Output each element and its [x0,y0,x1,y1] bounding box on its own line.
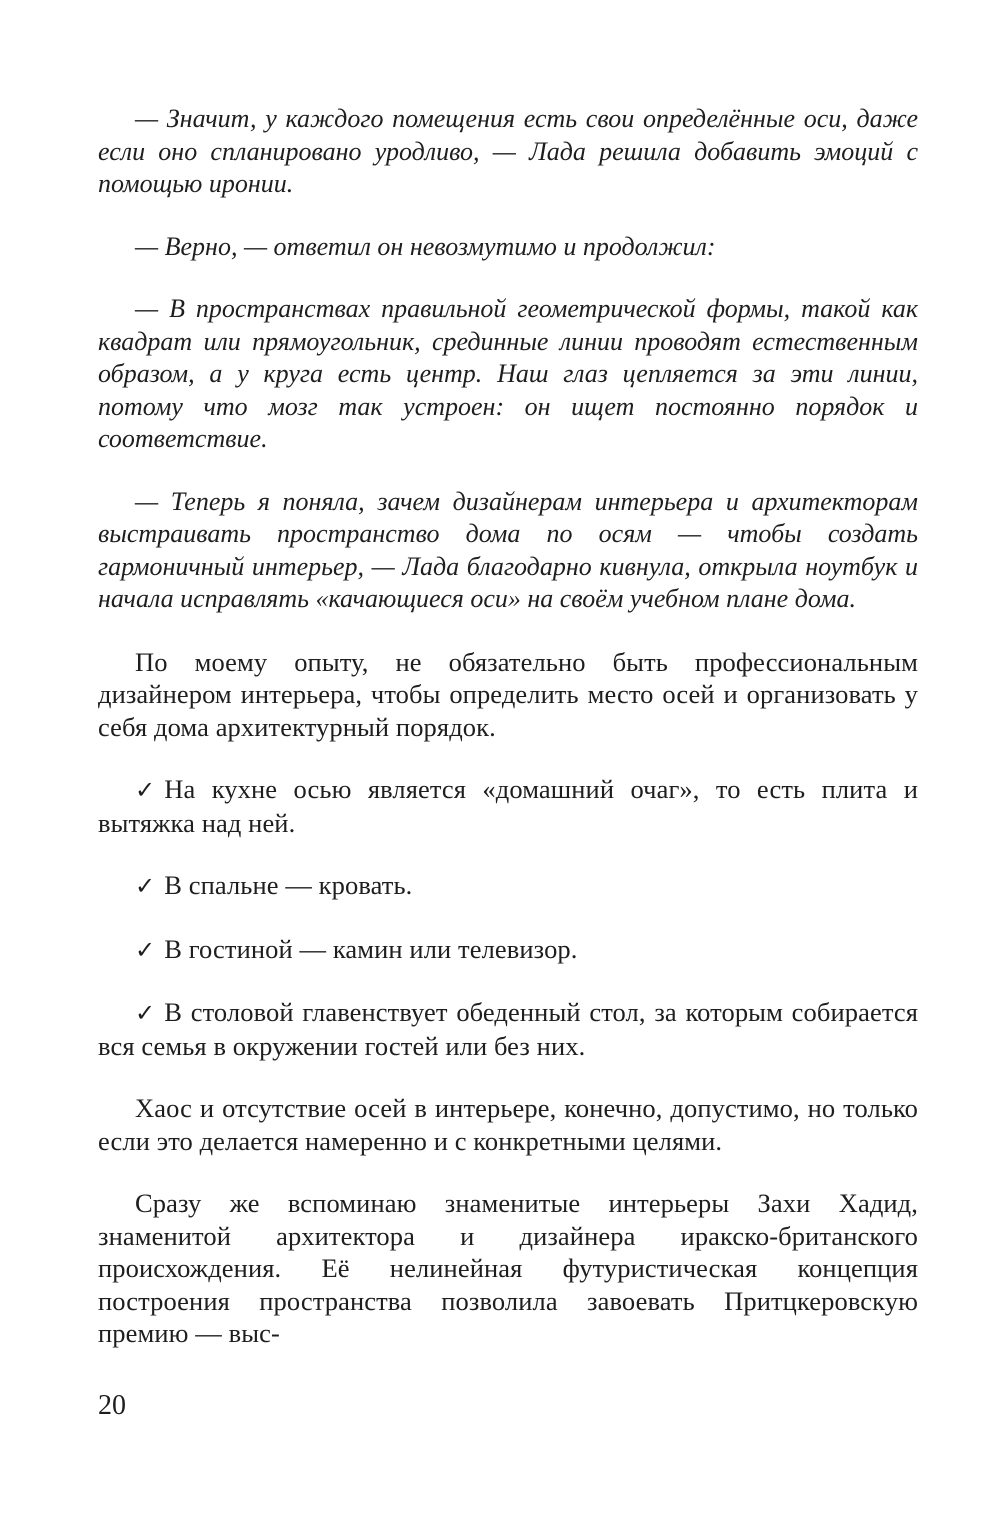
checkmark-icon: ✓ [135,935,156,964]
checkmark-icon: ✓ [135,999,156,1027]
dialogue-paragraph: — Верно, — ответил он невозмутимо и продолжил: [135,231,716,261]
checklist-item [98,869,918,903]
checklist-item-text: В гостиной — камин или телевизор. [164,933,578,964]
hadid-paragraph: Сразу же вспоминаю знаменитые интерьеры Захи Хадид, знаменитой архитектора и дизайнера иракско-британского происхождения. Её нелинейная футуристическая концепция построения пространства позволила завоевать Притцкеровскую премию — выс- [98,1188,918,1348]
checklist-item-text: На кухне осью является «домашний очаг», то есть плита и вытяжка над ней. [98,774,918,838]
chaos-paragraph: Хаос и отсутствие осей в интерьере, конечно, допустимо, но только если это делается намеренно и с конкретными целями. [98,1093,918,1156]
page-body [98,103,918,1380]
checkmark-icon: ✓ [135,872,156,900]
checklist-item [98,996,918,1062]
dialogue-paragraph: — Теперь я поняла, зачем дизайнерам интерьера и архитекторам выстраивать пространство дома по осям — чтобы создать гармоничный интерьер, — Лада благодарно кивнула, открыла ноутбук и начала исправлять «качающиеся оси» на своём учебном плане дома. [98,486,918,613]
intro-paragraph: По моему опыту, не обязательно быть профессиональным дизайнером интерьера, чтобы определить место осей и организовать у себя дома архитектурный порядок. [98,646,918,742]
dialogue-paragraph: — В пространствах правильной геометрической формы, такой как квадрат или прямоугольник, срединные линии проводят естественным образом, а у круга есть центр. Наш глаз цепляется за эти линии, потому что мозг так устроен: он ищет постоянно порядок и соответствие. [98,294,918,453]
checklist-item [98,773,918,839]
checklist-item [98,933,918,967]
checklist-item-text: В спальне — кровать. [164,870,413,900]
dialogue-paragraph: — Значит, у каждого помещения есть свои определённые оси, даже если оно спланировано уродливо, — Лада решила добавить эмоций с помощью иронии. [98,104,918,198]
checklist-item-text: В столовой главенствует обеденный стол, за которым собирается вся семья в окружении гостей или без них. [98,997,918,1061]
checkmark-icon: ✓ [135,776,156,804]
page-number: 20 [98,1390,126,1421]
